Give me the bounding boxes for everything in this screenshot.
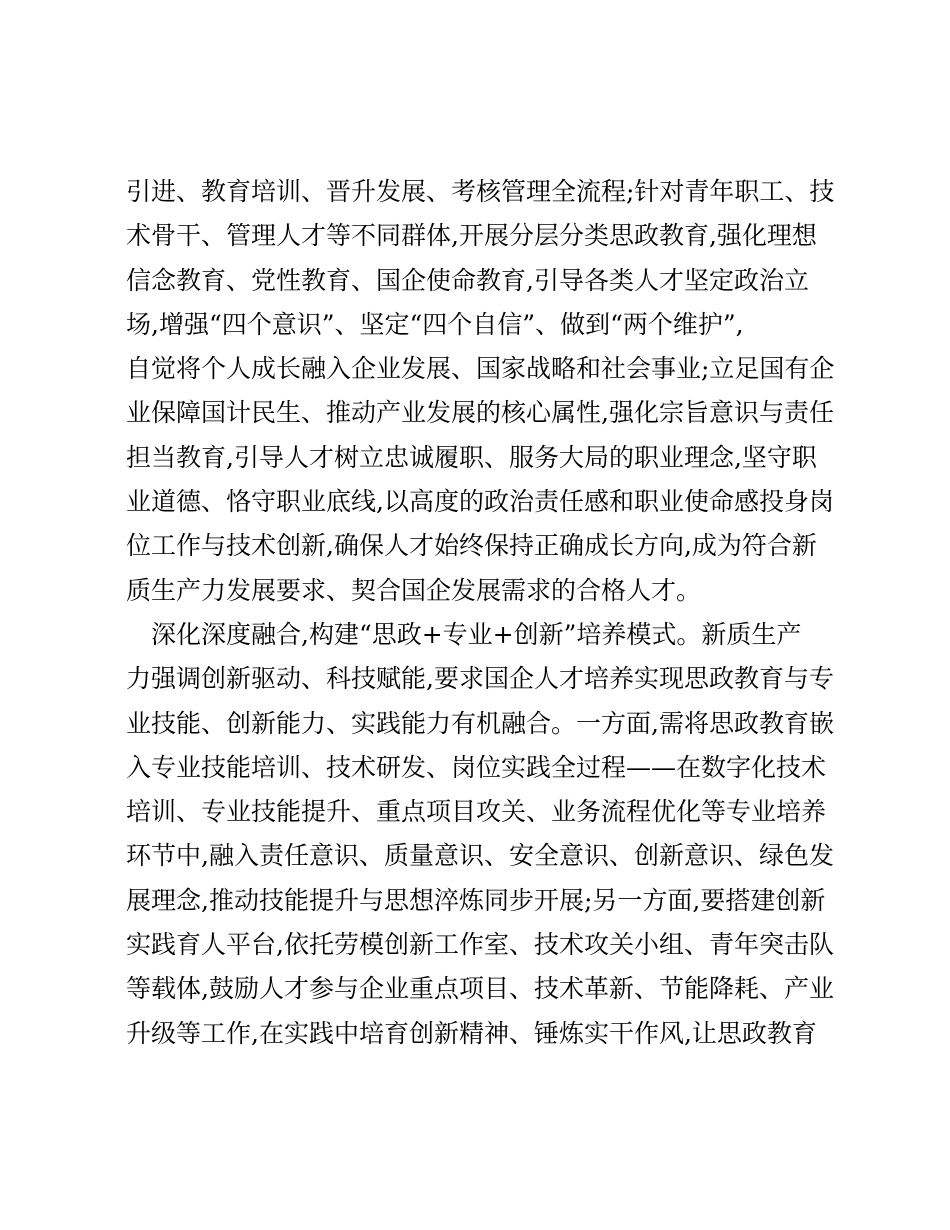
text-line: 信念教育、党性教育、国企使命教育,引导各类人才坚定政治立 [126, 265, 809, 295]
text-line: 等载体,鼓励人才参与企业重点项目、技术革新、节能降耗、产业 [126, 974, 834, 1004]
text-line: 引进、教育培训、晋升发展、考核管理全流程;针对青年职工、技 [126, 177, 835, 206]
text-line: 实践育人平台,依托劳模创新工作室、技术攻关小组、青年突击队 [126, 930, 834, 960]
text-line: 业技能、创新能力、实践能力有机融合。一方面,需将思政教育嵌 [126, 708, 834, 738]
text-line: 深化深度融合,构建“思政+专业+创新”培养模式。新质生产 [126, 619, 802, 649]
text-line: 自觉将个人成长融入企业发展、国家战略和社会事业;立足国有企 [126, 354, 835, 384]
text-line: 业道德、恪守职业底线,以高度的政治责任感和职业使命感投身岗 [126, 487, 834, 517]
text-line: 展理念,推动技能提升与思想淬炼同步开展;另一方面,要搭建创新 [126, 885, 826, 915]
paragraph-1 [126, 170, 836, 613]
text-line: 担当教育,引导人才树立忠诚履职、服务大局的职业理念,坚守职 [126, 442, 817, 472]
text-line: 业保障国计民生、推动产业发展的核心属性,强化宗旨意识与责任 [126, 398, 834, 428]
text-line: 位工作与技术创新,确保人才始终保持正确成长方向,成为符合新 [126, 531, 817, 561]
text-line: 培训、专业技能提升、重点项目攻关、业务流程优化等专业培养 [126, 797, 827, 827]
text-line: 质生产力发展要求、契合国企发展需求的合格人才。 [126, 575, 702, 605]
text-line: 力强调创新驱动、科技赋能,要求国企人才培养实现思政教育与专 [126, 664, 834, 694]
text-line: 升级等工作,在实践中培育创新精神、锤炼实干作风,让思政教育 [126, 1018, 817, 1048]
text-line: 入专业技能培训、技术研发、岗位实践全过程——在数字化技术 [126, 752, 827, 782]
paragraph-2 [126, 613, 836, 1056]
text-line: 环节中,融入责任意识、质量意识、安全意识、创新意识、绿色发 [126, 841, 834, 871]
text-line: 术骨干、管理人才等不同群体,开展分层分类思政教育,强化理想 [126, 221, 817, 251]
body-text [126, 170, 836, 1056]
text-line: 场,增强“四个意识”、坚定“四个自信”、做到“两个维护”, [126, 309, 744, 339]
